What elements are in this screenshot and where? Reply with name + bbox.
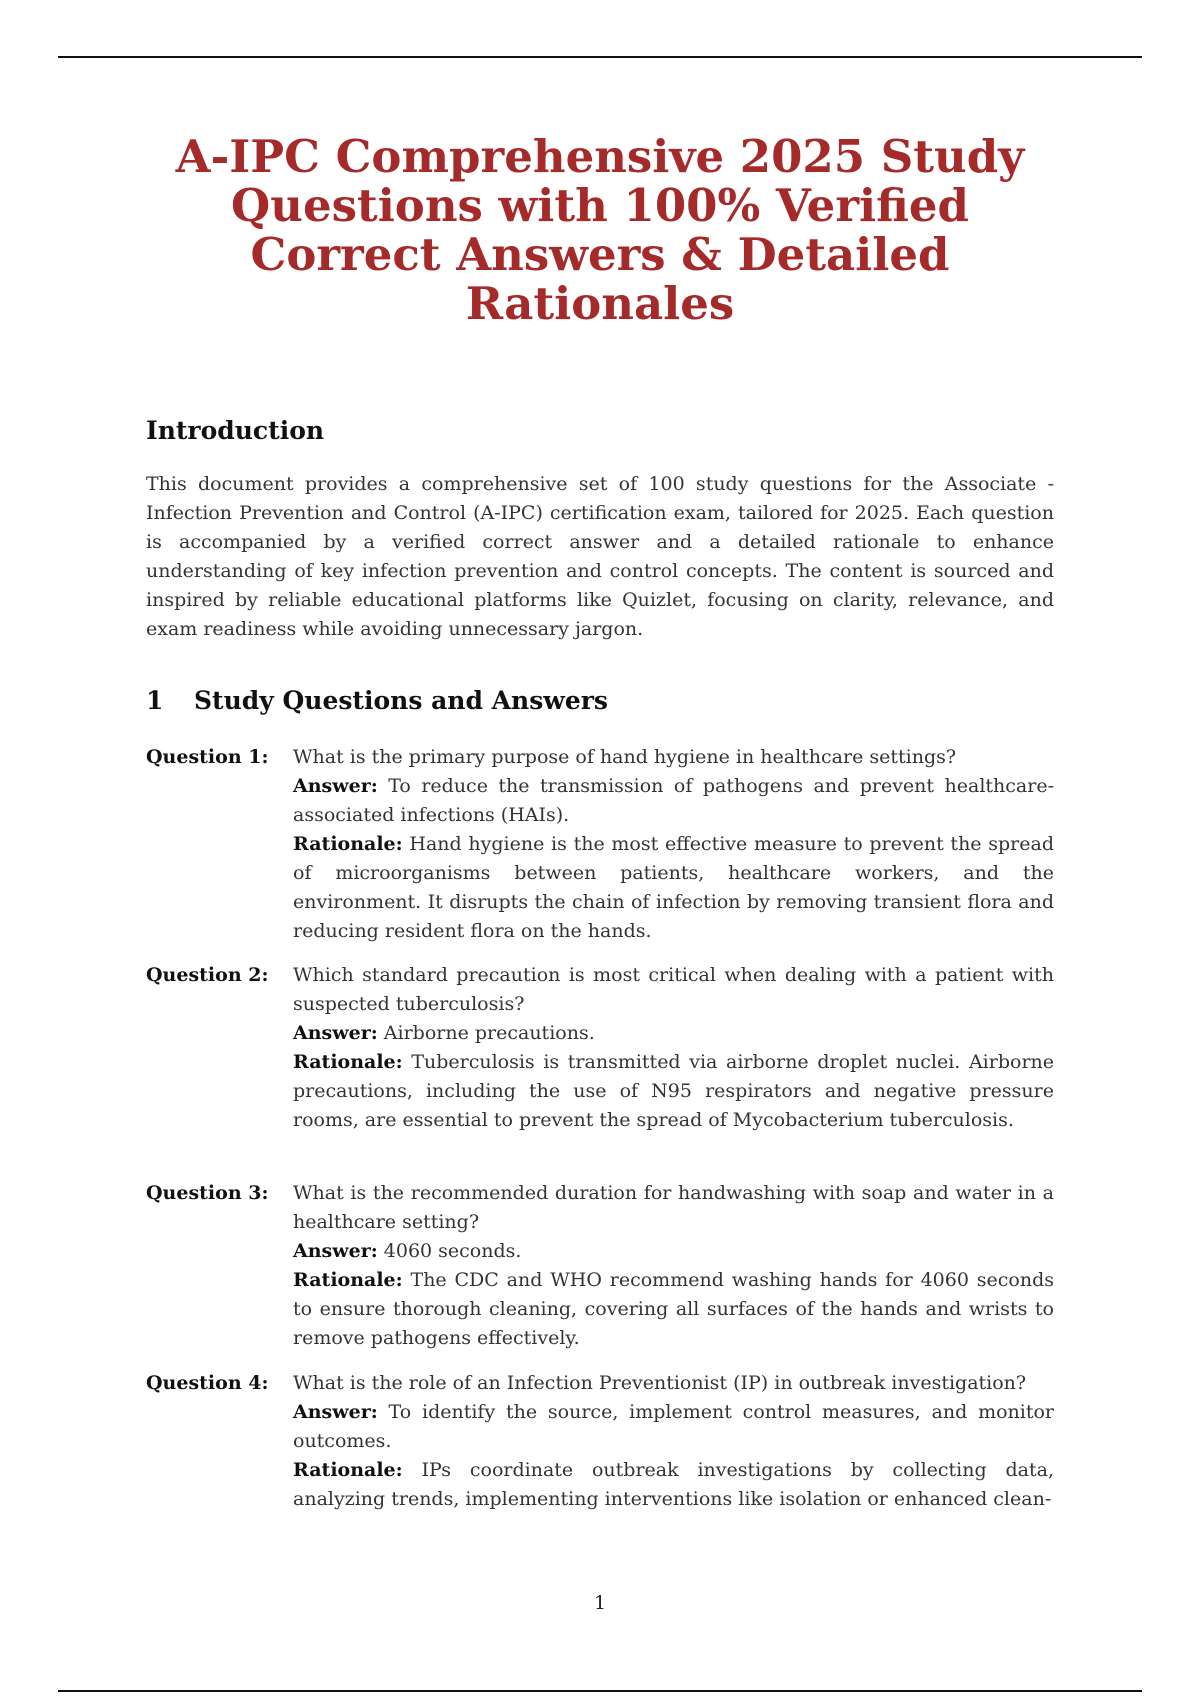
answer-line (293, 1019, 1054, 1048)
question-body (293, 1369, 1054, 1514)
rationale-label: Rationale: (293, 1051, 403, 1073)
answer-label: Answer: (293, 1401, 378, 1423)
question-text: What is the primary purpose of hand hygiene in healthcare settings? (293, 746, 957, 768)
rationale-text: The CDC and WHO recommend washing hands for 4060 seconds to ensure thorough cleaning, covering all surfaces of the hands and wrists to remove pathogens effectively. (293, 1269, 1054, 1349)
rationale-label: Rationale: (293, 1459, 403, 1481)
question-body (293, 1179, 1054, 1353)
page-number: 1 (593, 1592, 607, 1614)
rationale-label: Rationale: (293, 1269, 403, 1291)
rationale-text: Tuberculosis is transmitted via airborne droplet nuclei. Airborne precautions, including the use of N95 respirators and negative pressure rooms, are essential to prevent the spread of Mycobacterium tuberculosis. (293, 1051, 1055, 1131)
bottom-rule (58, 1690, 1142, 1692)
question-item (146, 961, 1054, 1135)
question-text: What is the recommended duration for handwashing with soap and water in a healthcare setting? (293, 1182, 1054, 1233)
question-body (293, 961, 1054, 1135)
question-text: Which standard precaution is most critical when dealing with a patient with suspected tuberculosis? (293, 964, 1054, 1015)
rationale-line (293, 1456, 1054, 1514)
question-text: What is the role of an Infection Preventionist (IP) in outbreak investigation? (293, 1372, 1027, 1394)
question-label: Question 1: (146, 746, 269, 768)
answer-text: 4060 seconds. (383, 1240, 522, 1262)
rationale-line (293, 1048, 1054, 1135)
question-label: Question 2: (146, 964, 269, 986)
section-number: 1 (146, 686, 164, 715)
question-item (146, 743, 1054, 946)
section-title: Study Questions and Answers (194, 686, 608, 715)
answer-label: Answer: (293, 1022, 378, 1044)
answer-label: Answer: (293, 775, 378, 797)
answer-text: To reduce the transmission of pathogens and prevent healthcare-associated infections (HAIs). (293, 775, 1054, 826)
answer-text: To identify the source, implement control measures, and monitor outcomes. (293, 1401, 1054, 1452)
answer-line (293, 1237, 1054, 1266)
question-label: Question 3: (146, 1182, 269, 1204)
answer-text: Airborne precautions. (383, 1022, 595, 1044)
rationale-line (293, 830, 1054, 946)
introduction-paragraph: This document provides a comprehensive set of 100 study questions for the Associate - Infection Prevention and Control (A-IPC) certification exam, tailored for 2025. Each question is accompanied by a verified correct answer and a detailed rationale to enhance understanding of key infection prevention and control concepts. The content is sourced and inspired by reliable educational platforms like Quizlet, focusing on clarity, relevance, and exam readiness while avoiding unnecessary jargon. (146, 473, 1054, 640)
question-item (146, 1369, 1054, 1514)
document-title: A-IPC Comprehensive 2025 Study Questions with 100% Verified Correct Answers & Detailed Rationales (175, 130, 1025, 330)
top-rule (58, 56, 1142, 58)
section-heading (146, 686, 608, 715)
question-item (146, 1179, 1054, 1353)
answer-label: Answer: (293, 1240, 378, 1262)
rationale-text: IPs coordinate outbreak investigations by collecting data, analyzing trends, implementing interventions like isolation or enhanced clean- (293, 1459, 1054, 1510)
rationale-text: Hand hygiene is the most effective measure to prevent the spread of microorganisms between patients, healthcare workers, and the environment. It disrupts the chain of infection by removing transient flora and reducing resident flora on the hands. (293, 833, 1054, 942)
answer-line (293, 1398, 1054, 1456)
question-body (293, 743, 1054, 946)
answer-line (293, 772, 1054, 830)
question-label: Question 4: (146, 1372, 269, 1394)
introduction-heading: Introduction (146, 416, 325, 445)
rationale-line (293, 1266, 1054, 1353)
rationale-label: Rationale: (293, 833, 403, 855)
